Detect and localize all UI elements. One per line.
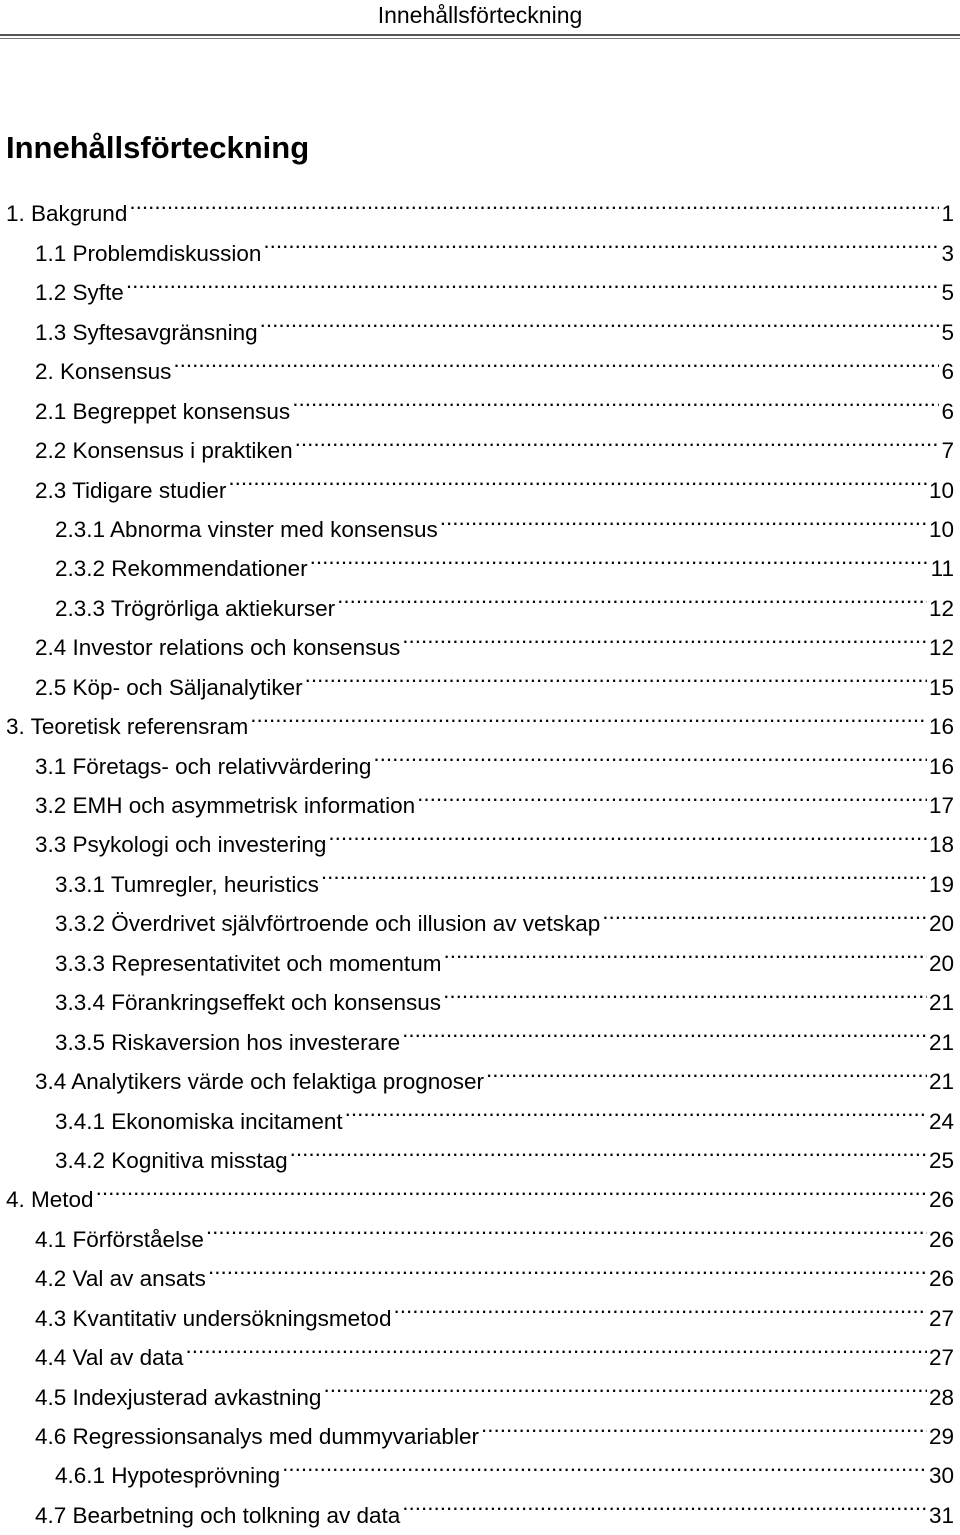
- toc-entry-page-number: 12: [928, 635, 954, 661]
- toc-entry-label: 3.3 Psykologi och investering: [35, 832, 327, 858]
- toc-list: [0, 182, 960, 1528]
- toc-entry-page-number: 5: [941, 280, 954, 306]
- toc-entry-page-number: 10: [928, 477, 954, 503]
- toc-entry-page-number: 26: [928, 1187, 954, 1213]
- toc-entry-label: 2.5 Köp- och Säljanalytiker: [35, 674, 303, 700]
- toc-dot-leader: [250, 695, 927, 734]
- toc-entry-label: 3.1 Företags- och relativvärdering: [35, 753, 372, 779]
- toc-title: Innehållsförteckning: [6, 130, 310, 165]
- toc-entry-page-number: 21: [928, 990, 954, 1016]
- toc-entry-label: 2.1 Begreppet konsensus: [35, 398, 291, 424]
- toc-entry-label: 1.3 Syftesavgränsning: [35, 319, 258, 345]
- toc-entry-label: 4.3 Kvantitativ undersökningsmetod: [35, 1305, 392, 1331]
- toc-entry-label: 4.6 Regressionsanalys med dummyvariabler: [35, 1424, 479, 1449]
- toc-dot-leader: [129, 182, 939, 221]
- running-header: Innehållsförteckning: [377, 2, 583, 28]
- toc-entry-page-number: 27: [928, 1345, 954, 1371]
- toc-entry-page-number: 6: [941, 359, 954, 385]
- toc-entry-label: 1.1 Problemdiskussion: [35, 240, 262, 266]
- toc-dot-leader: [402, 1483, 927, 1522]
- toc-entry[interactable]: [0, 182, 960, 227]
- toc-dot-leader: [96, 1168, 927, 1207]
- toc-entry-label: 3.3.4 Förankringseffekt och konsensus: [55, 990, 442, 1016]
- toc-entry-label: 2.3.3 Trögrörliga aktiekurser: [55, 595, 336, 621]
- toc-dot-leader: [443, 931, 927, 970]
- toc-dot-leader: [310, 537, 929, 576]
- toc-entry-label: 2.4 Investor relations och konsensus: [35, 635, 401, 661]
- toc-entry-page-number: 15: [928, 674, 954, 700]
- toc-dot-leader: [402, 1010, 927, 1049]
- toc-dot-leader: [481, 1405, 927, 1444]
- toc-dot-leader: [282, 1444, 927, 1483]
- toc-entry-label: 1. Bakgrund: [6, 201, 128, 227]
- toc-entry-label: 3.2 EMH och asymmetrisk information: [35, 793, 416, 818]
- toc-entry-label: 3.4.2 Kognitiva misstag: [55, 1147, 288, 1173]
- toc-dot-leader: [305, 655, 927, 694]
- toc-entry-page-number: 30: [928, 1463, 954, 1489]
- toc-dot-leader: [173, 340, 939, 379]
- toc-entry-page-number: 28: [928, 1384, 954, 1410]
- toc-dot-leader: [228, 458, 927, 497]
- toc-entry-page-number: 5: [941, 319, 954, 345]
- toc-entry[interactable]: [0, 300, 960, 345]
- toc-dot-leader: [292, 379, 939, 418]
- toc-entry-label: 3.3.1 Tumregler, heuristics: [55, 871, 319, 897]
- toc-entry-page-number: 1: [941, 201, 954, 227]
- toc-entry-label: 4.2 Val av ansats: [35, 1266, 206, 1292]
- toc-dot-leader: [440, 498, 927, 537]
- toc-entry-label: 4.5 Indexjusterad avkastning: [35, 1384, 322, 1410]
- toc-dot-leader: [323, 1365, 927, 1404]
- toc-entry-label: 4.4 Val av data: [35, 1345, 184, 1371]
- toc-entry-label: 3.3.5 Riskaversion hos investerare: [55, 1029, 401, 1055]
- toc-dot-leader: [337, 576, 927, 615]
- toc-entry-label: 3.4 Analytikers värde och felaktiga prognoser: [35, 1069, 485, 1095]
- header-rule: [0, 34, 960, 36]
- toc-entry[interactable]: [0, 221, 960, 266]
- header-rule-thin: [0, 38, 960, 39]
- toc-dot-leader: [295, 419, 940, 458]
- toc-dot-leader: [321, 852, 927, 891]
- toc-entry-label: 2.3 Tidigare studier: [35, 477, 227, 503]
- toc-dot-leader: [602, 892, 927, 931]
- toc-entry-label: 4.6.1 Hypotesprövning: [55, 1463, 281, 1489]
- toc-entry[interactable]: [0, 261, 960, 306]
- toc-dot-leader: [328, 813, 927, 852]
- toc-entry-page-number: 21: [928, 1029, 954, 1055]
- toc-entry-page-number: 3: [941, 240, 954, 266]
- toc-entry-label: 4. Metod: [6, 1187, 94, 1213]
- toc-dot-leader: [185, 1326, 927, 1365]
- toc-entry-label: 4.1 Förförståelse: [35, 1226, 204, 1252]
- toc-dot-leader: [486, 1050, 927, 1089]
- toc-entry-page-number: 6: [941, 398, 954, 424]
- toc-entry-label: 3. Teoretisk referensram: [6, 714, 249, 740]
- toc-entry-page-number: 21: [928, 1069, 954, 1095]
- toc-entry-page-number: 27: [928, 1305, 954, 1331]
- toc-entry-label: 2. Konsensus: [35, 359, 172, 385]
- toc-entry-label: 3.4.1 Ekonomiska incitament: [55, 1108, 343, 1134]
- toc-entry-page-number: 29: [928, 1424, 954, 1449]
- toc-entry-page-number: 16: [928, 753, 954, 779]
- toc-dot-leader: [443, 971, 927, 1010]
- toc-entry-page-number: 20: [928, 911, 954, 937]
- toc-dot-leader: [345, 1089, 927, 1128]
- toc-entry-page-number: 17: [928, 793, 954, 818]
- toc-entry-page-number: 25: [928, 1147, 954, 1173]
- toc-entry-label: 3.3.3 Representativitet och momentum: [55, 950, 442, 976]
- toc-dot-leader: [402, 616, 927, 655]
- toc-dot-leader: [263, 221, 939, 260]
- toc-dot-leader: [290, 1129, 927, 1168]
- toc-entry[interactable]: [0, 1207, 960, 1252]
- toc-entry-page-number: 12: [928, 595, 954, 621]
- toc-entry-page-number: 26: [928, 1266, 954, 1292]
- toc-entry-label: 1.2 Syfte: [35, 280, 124, 306]
- toc-entry-page-number: 11: [930, 556, 954, 582]
- toc-entry-page-number: 19: [928, 871, 954, 897]
- toc-dot-leader: [417, 774, 927, 813]
- toc-entry-page-number: 24: [928, 1108, 954, 1134]
- toc-dot-leader: [126, 261, 940, 300]
- toc-dot-leader: [373, 734, 927, 773]
- toc-entry-page-number: 7: [941, 438, 954, 464]
- toc-entry[interactable]: [0, 1168, 960, 1213]
- toc-entry-page-number: 31: [928, 1502, 954, 1528]
- toc-entry-page-number: 20: [928, 950, 954, 976]
- toc-entry-page-number: 26: [928, 1226, 954, 1252]
- toc-dot-leader: [393, 1286, 927, 1325]
- toc-entry-label: 2.3.1 Abnorma vinster med konsensus: [55, 516, 438, 542]
- toc-dot-leader: [260, 300, 940, 339]
- toc-entry-page-number: 10: [928, 516, 954, 542]
- toc-dot-leader: [206, 1207, 927, 1246]
- toc-entry-label: 2.3.2 Rekommendationer: [55, 556, 308, 582]
- toc-entry-label: 2.2 Konsensus i praktiken: [35, 438, 293, 464]
- toc-dot-leader: [208, 1247, 927, 1286]
- toc-entry-label: 4.7 Bearbetning och tolkning av data: [35, 1502, 401, 1528]
- toc-entry-page-number: 16: [928, 714, 954, 740]
- toc-entry-label: 3.3.2 Överdrivet självförtroende och illusion av vetskap: [55, 911, 601, 937]
- toc-entry-page-number: 18: [928, 832, 954, 858]
